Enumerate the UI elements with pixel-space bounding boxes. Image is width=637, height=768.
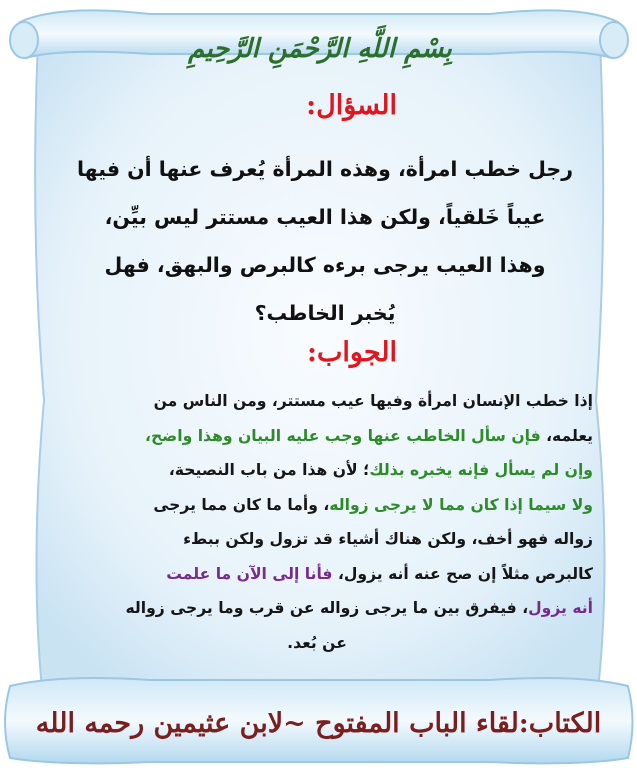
answer-line [41, 384, 593, 419]
highlight-green: فإن سأل الخاطب عنها وجب عليه البيان وهذا واضح، [145, 426, 541, 445]
answer-text-segment: ؛ لأن هذا من باب النصيحة، [168, 461, 370, 479]
question-line: يُخبر الخاطب؟ [254, 301, 396, 325]
answer-text-segment: ، وأما ما كان مما يرجى [153, 495, 330, 514]
question-line: وهذا العيب يرجى برءه كالبرص والبهق، فهل [104, 253, 546, 277]
answer-text-segment: زواله فهو أخف، ولكن هناك أشياء قد تزول ولكن ببطء [183, 530, 593, 548]
source-footer: الكتاب:لقاء الباب المفتوح ~لابن عثيمين رحمه الله [35, 708, 602, 739]
answer-line [41, 522, 593, 557]
answer-text-segment: إذا خطب الإنسان امرأة وفيها عيب مستتر، ومن الناس من [153, 392, 593, 410]
answer-text-segment: ، فيفرق بين ما يرجى زواله عن قرب وما يرجى زواله [125, 599, 529, 617]
basmala-calligraphy: بِسْمِ اللَّهِ الرَّحْمَنِ الرَّحِيمِ [188, 34, 452, 64]
answer-text-segment: يعلمه، [540, 426, 593, 445]
answer-line [41, 591, 593, 626]
answer-line [41, 557, 593, 592]
question-heading: السؤال: [306, 90, 397, 121]
question-line: رجل خطب امرأة، وهذه المرأة يُعرف عنها أن فيها [76, 157, 574, 181]
answer-line [41, 419, 593, 454]
answer-line [41, 453, 593, 488]
question-text [60, 145, 590, 337]
highlight-purple: أنه يزول [528, 599, 593, 617]
answer-heading: الجواب: [307, 337, 397, 368]
answer-text-segment: كالبرص مثلاً إن صح عنه أنه يزول، [332, 564, 593, 583]
answer-text [41, 384, 593, 660]
answer-line [41, 488, 593, 523]
answer-text-segment: عن بُعد. [287, 633, 347, 652]
highlight-green: وإن لم يسأل فإنه يخبره بذلك [369, 461, 593, 479]
highlight-purple: فأنا إلى الآن ما علمت [166, 564, 333, 583]
answer-line [41, 626, 593, 661]
highlight-green: ولا سيما إذا كان مما لا يرجى زواله [329, 495, 593, 514]
question-line: عيباً خَلقياً، ولكن هذا العيب مستتر ليس بيِّن، [104, 205, 546, 229]
